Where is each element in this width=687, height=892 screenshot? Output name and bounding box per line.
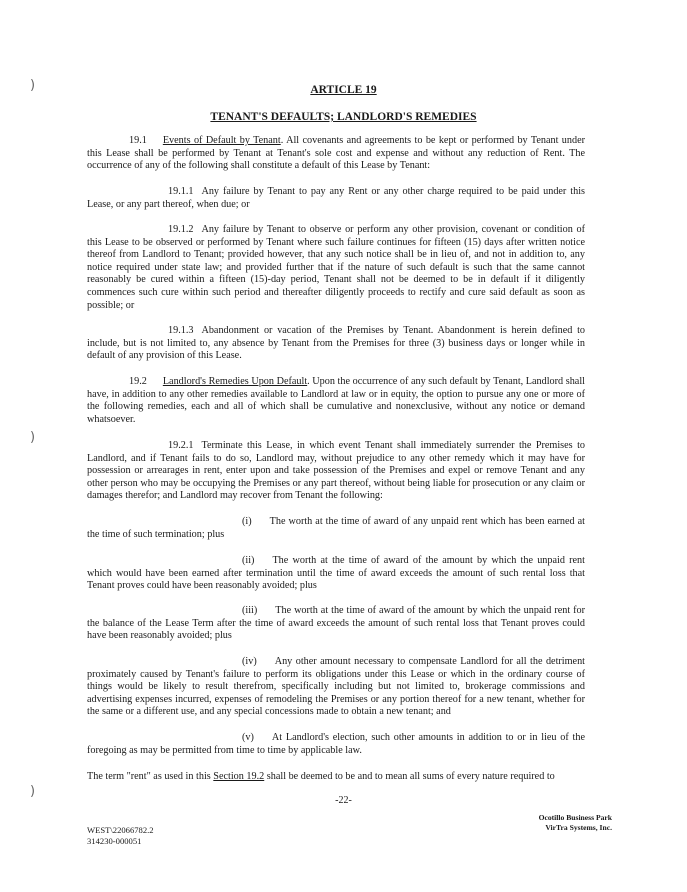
remedy-item-v — [87, 732, 585, 757]
item-number: (iv) — [242, 656, 257, 667]
remedy-item-iv — [87, 656, 585, 719]
margin-mark: ) — [30, 78, 36, 93]
item-text: The worth at the time of award of any unpaid rent which has been earned at the time of such termination; plus — [87, 516, 585, 540]
section-text: Any failure by Tenant to pay any Rent or any other charge required to be paid under this Lease, or any part thereof, when due; or — [87, 186, 585, 210]
item-number: (iii) — [242, 605, 258, 616]
section-number: 19.1.3 — [168, 325, 194, 336]
section-heading: Landlord's Remedies Upon Default — [162, 376, 308, 387]
item-number: (v) — [242, 732, 254, 743]
margin-mark: ) — [30, 430, 36, 445]
item-text: The worth at the time of award of the amount by which the unpaid rent which would have been earned after termination until the time of award exceeds the amount of such rental loss that Tenant proves could have been reasonably avoided; plus — [87, 555, 585, 592]
section-reference: Section 19.2 — [213, 771, 265, 782]
section-number: 19.2.1 — [168, 440, 194, 451]
remedy-item-i — [87, 516, 585, 541]
footer-party: VirTra Systems, Inc. — [545, 823, 612, 832]
section-19-1-2 — [87, 224, 585, 312]
item-text: Any other amount necessary to compensate Landlord for all the detriment proximately caused by Tenant's failure to perform its obligations under this Lease or which in the ordinary course of things would be likely to result therefrom, specifically including but not limited to, brokerage commissions and advertising expenses incurred, expenses of remodeling the Premises or any portion thereof for a new tenant, whether for the same or a different use, and any special concessions made to obtain a new tenant; and — [87, 656, 585, 718]
closing-text: The term "rent" as used in this — [87, 771, 214, 782]
closing-paragraph — [87, 771, 585, 784]
closing-text: shall be deemed to be and to mean all sums of every nature required to — [264, 771, 555, 782]
section-heading: Events of Default by Tenant — [162, 135, 281, 146]
section-number: 19.1.1 — [168, 186, 194, 197]
section-text: Terminate this Lease, in which event Tenant shall immediately surrender the Premises to Landlord, and if Tenant fails to do so, Landlord may, without prejudice to any other remedy which it may have for possession or arrearages in rent, enter upon and take possession of the Premises and expel or remove Tenant and any other person who may be occupying the Premises or any part thereof, without being liable for prosecution or any claim or damages therefor; and Landlord may recover from Tenant the following: — [87, 440, 585, 502]
section-number: 19.2 — [129, 376, 147, 387]
item-text: At Landlord's election, such other amounts in addition to or in lieu of the foregoing as may be permitted from time to time by applicable law. — [87, 732, 585, 756]
margin-mark: ) — [30, 784, 36, 799]
section-19-1-3 — [87, 325, 585, 363]
section-19-2-1 — [87, 440, 585, 503]
article-subtitle: TENANT'S DEFAULTS; LANDLORD'S REMEDIES — [210, 111, 477, 123]
remedy-item-ii — [87, 555, 585, 593]
footer-project: Ocotillo Business Park — [538, 813, 612, 822]
section-number: 19.1.2 — [168, 224, 194, 235]
section-text: Abandonment or vacation of the Premises by Tenant. Abandonment is herein defined to include, but is not limited to, any absence by Tenant from the Premises for three (3) business days or longer while in default of any provision of this Lease. — [87, 325, 585, 362]
section-19-1 — [87, 135, 585, 173]
section-text: . All covenants and agreements to be kept or performed by Tenant under this Lease shall be performed by Tenant at Tenant's sole cost and expense and without any reduction of Rent. The occurrence of any of the following shall constitute a default of this Lease by Tenant: — [87, 135, 585, 172]
item-text: The worth at the time of award of the amount by which the unpaid rent for the balance of the Lease Term after the time of award exceeds the amount of such rental loss that Tenant proves could have been reasonably avoided; plus — [87, 605, 585, 642]
matter-number: 314230-000051 — [87, 836, 142, 846]
article-title: ARTICLE 19 — [310, 84, 377, 96]
item-number: (i) — [242, 516, 252, 527]
section-19-1-1 — [87, 186, 585, 211]
section-number: 19.1 — [129, 135, 147, 146]
section-19-2 — [87, 376, 585, 426]
item-number: (ii) — [242, 555, 255, 566]
section-text: Any failure by Tenant to observe or perform any other provision, covenant or condition of this Lease to be observed or performed by Tenant where such failure continues for fifteen (15) days after written notice thereof from Landlord to Tenant; provided however, that any such notice shall be in lieu of, and not in addition to, any notice required under state law; and provided further that if the nature of such default is such that the same cannot reasonably be cured within a fifteen (15)-day period, Tenant shall not be deemed to be in default if it diligently commences such cure within such period and thereafter diligently proceeds to rectify and cure said default as soon as possible; or — [87, 224, 585, 311]
doc-id: WEST\22066782.2 — [87, 825, 154, 835]
page-number: -22- — [335, 795, 352, 806]
remedy-item-iii — [87, 605, 585, 643]
section-text: . Upon the occurrence of any such default by Tenant, Landlord shall have, in addition to any other remedies available to Landlord at law or in equity, the option to pursue any one or more of the following remedies, each and all of which shall be cumulative and nonexclusive, without any notice or demand whatsoever. — [87, 376, 585, 425]
